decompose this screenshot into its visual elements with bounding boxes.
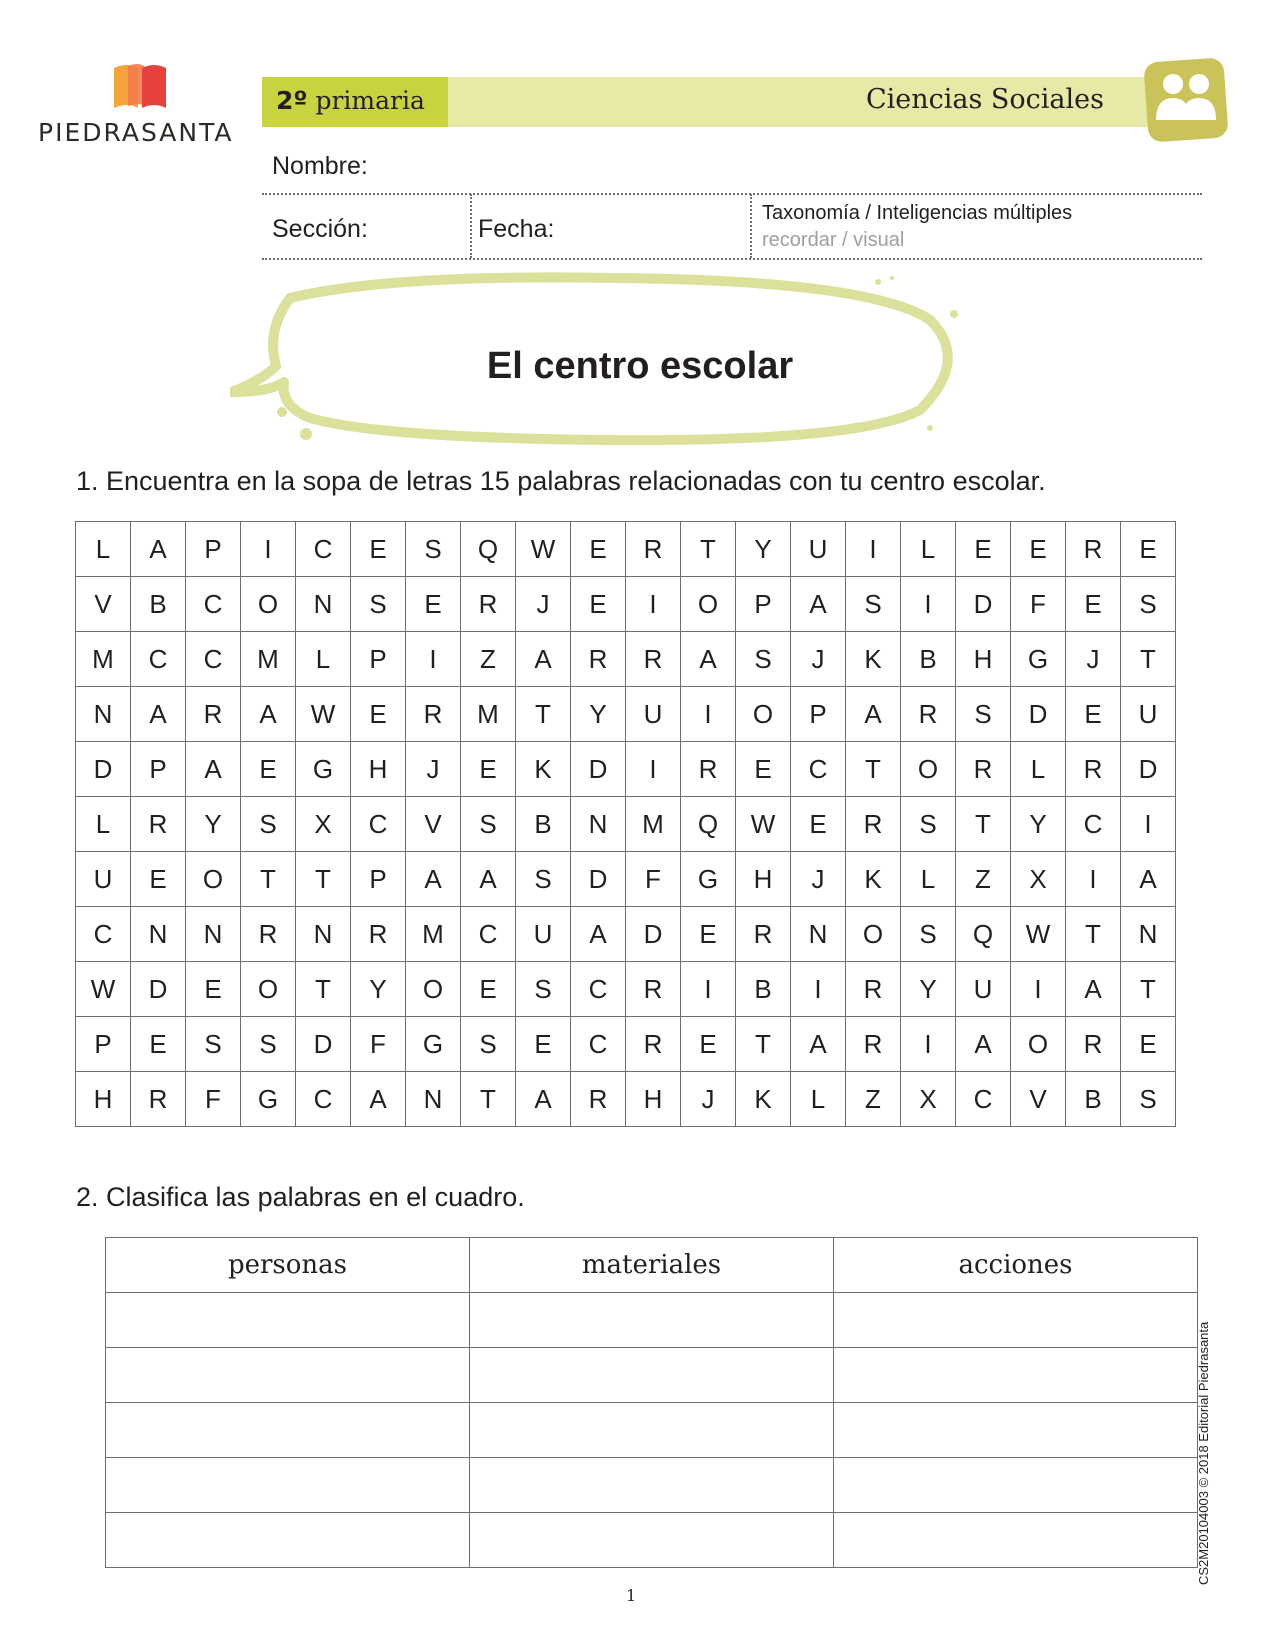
grid-row [76,577,1176,632]
grid-cell[interactable]: S [516,852,571,907]
grid-cell[interactable]: S [901,797,956,852]
grid-cell[interactable]: C [461,907,516,962]
grid-cell[interactable]: R [626,1017,681,1072]
grid-cell[interactable]: T [736,1017,791,1072]
grid-cell[interactable]: H [626,1072,681,1127]
grid-cell[interactable]: I [846,522,901,577]
grid-cell[interactable]: S [241,797,296,852]
answer-cell[interactable] [834,1458,1198,1513]
grid-cell[interactable]: D [1121,742,1176,797]
grid-cell[interactable]: S [516,962,571,1017]
grid-cell[interactable]: R [626,962,681,1017]
grid-cell[interactable]: R [736,907,791,962]
grid-cell[interactable]: S [351,577,406,632]
grid-cell[interactable]: Y [186,797,241,852]
grid-cell[interactable]: K [846,852,901,907]
grid-cell[interactable]: S [1121,1072,1176,1127]
taxonomy-label: Taxonomía / Inteligencias múltiples [762,202,1073,224]
grid-cell[interactable]: S [461,797,516,852]
grid-cell[interactable]: J [516,577,571,632]
grid-cell[interactable]: C [76,907,131,962]
instruction-1: 1. Encuentra en la sopa de letras 15 palabras relacionadas con tu centro escolar. [76,466,1046,496]
answer-cell[interactable] [834,1293,1198,1348]
grid-cell[interactable]: E [736,742,791,797]
grid-cell[interactable]: L [76,522,131,577]
grid-cell[interactable]: A [351,1072,406,1127]
table-row [106,1293,1198,1348]
grid-cell[interactable]: F [351,1017,406,1072]
grid-cell[interactable]: G [406,1017,461,1072]
grid-cell[interactable]: M [626,797,681,852]
grid-cell[interactable]: U [516,907,571,962]
grid-cell[interactable]: A [131,522,186,577]
answer-cell[interactable] [470,1293,834,1348]
grid-cell[interactable]: R [571,632,626,687]
grid-cell[interactable]: A [516,1072,571,1127]
grid-row [76,742,1176,797]
page-number: 1 [626,1586,637,1605]
grid-cell[interactable]: O [241,577,296,632]
grid-cell[interactable]: R [626,522,681,577]
grid-cell[interactable]: D [571,742,626,797]
grid-cell[interactable]: G [296,742,351,797]
table-row [106,1513,1198,1568]
grid-cell[interactable]: T [681,522,736,577]
grid-cell[interactable]: E [1121,1017,1176,1072]
grid-cell[interactable]: X [901,1072,956,1127]
grid-cell[interactable]: H [351,742,406,797]
grid-cell[interactable]: O [241,962,296,1017]
grid-cell[interactable]: R [131,1072,186,1127]
answer-cell[interactable] [106,1513,470,1568]
grid-cell[interactable]: A [406,852,461,907]
people-icon [1140,54,1232,146]
grid-cell[interactable]: T [296,852,351,907]
grid-cell[interactable]: N [296,577,351,632]
grid-cell[interactable]: R [956,742,1011,797]
grid-cell[interactable]: S [901,907,956,962]
grid-cell[interactable]: Z [956,852,1011,907]
grid-cell[interactable]: W [516,522,571,577]
grid-cell[interactable]: M [461,687,516,742]
grid-cell[interactable]: P [736,577,791,632]
answer-cell[interactable] [106,1293,470,1348]
grid-cell[interactable]: Y [901,962,956,1017]
grid-cell[interactable]: S [406,522,461,577]
grid-cell[interactable]: R [406,687,461,742]
grid-cell[interactable]: E [571,522,626,577]
answer-cell[interactable] [470,1458,834,1513]
column-header: materiales [470,1238,834,1293]
grid-cell[interactable]: A [461,852,516,907]
grid-cell[interactable]: L [76,797,131,852]
grid-cell[interactable]: A [571,907,626,962]
grid-cell[interactable]: H [956,632,1011,687]
grid-cell[interactable]: R [1066,1017,1121,1072]
grid-cell[interactable]: E [461,962,516,1017]
grid-cell[interactable]: T [516,687,571,742]
grid-row [76,632,1176,687]
grid-cell[interactable]: O [681,577,736,632]
grid-cell[interactable]: O [406,962,461,1017]
taxonomy-value: recordar / visual [762,229,905,251]
grid-cell[interactable]: L [1011,742,1066,797]
grid-cell[interactable]: X [1011,852,1066,907]
grid-cell[interactable]: E [1011,522,1066,577]
grid-cell[interactable]: E [681,907,736,962]
grid-cell[interactable]: R [901,687,956,742]
grid-cell[interactable]: Q [681,797,736,852]
grid-cell[interactable]: L [296,632,351,687]
grid-cell[interactable]: J [791,632,846,687]
grade-word: primaria [315,86,425,115]
table-row [106,1458,1198,1513]
grid-cell[interactable]: C [571,1017,626,1072]
grid-cell[interactable]: K [846,632,901,687]
grid-cell[interactable]: T [461,1072,516,1127]
section-field-label: Sección: [272,215,368,243]
worksheet-title: El centro escolar [486,345,794,387]
grid-cell[interactable]: C [351,797,406,852]
grid-cell[interactable]: N [186,907,241,962]
grid-cell[interactable]: S [186,1017,241,1072]
table-row [106,1348,1198,1403]
word-search-grid [75,521,1176,1127]
grid-cell[interactable]: O [901,742,956,797]
grid-cell[interactable]: R [846,962,901,1017]
grid-cell[interactable]: O [186,852,241,907]
grid-cell[interactable]: U [1121,687,1176,742]
grid-cell[interactable]: K [736,1072,791,1127]
grid-cell[interactable]: U [626,687,681,742]
column-header: acciones [834,1238,1198,1293]
grid-row [76,1072,1176,1127]
grid-cell[interactable]: W [1011,907,1066,962]
grid-cell[interactable]: R [1066,522,1121,577]
grid-cell[interactable]: V [406,797,461,852]
grid-cell[interactable]: U [76,852,131,907]
grid-cell[interactable]: D [956,577,1011,632]
grid-cell[interactable]: W [736,797,791,852]
grid-cell[interactable]: E [1066,687,1121,742]
grid-cell[interactable]: F [626,852,681,907]
grid-cell[interactable]: E [186,962,241,1017]
grid-cell[interactable]: T [1121,632,1176,687]
grid-cell[interactable]: R [626,632,681,687]
grid-cell[interactable]: S [241,1017,296,1072]
grid-cell[interactable]: R [186,687,241,742]
grid-cell[interactable]: A [791,577,846,632]
grid-cell[interactable]: Y [571,687,626,742]
grid-cell[interactable]: C [1066,797,1121,852]
grid-cell[interactable]: N [1121,907,1176,962]
divider [262,258,1202,260]
grid-cell[interactable]: I [406,632,461,687]
grid-cell[interactable]: N [791,907,846,962]
grid-cell[interactable]: E [241,742,296,797]
grid-cell[interactable]: B [736,962,791,1017]
grid-cell[interactable]: B [901,632,956,687]
grid-cell[interactable]: I [1066,852,1121,907]
grid-cell[interactable]: I [901,577,956,632]
grid-cell[interactable]: A [791,1017,846,1072]
grid-cell[interactable]: N [131,907,186,962]
grid-cell[interactable]: C [791,742,846,797]
grid-cell[interactable]: E [131,852,186,907]
grid-cell[interactable]: E [571,577,626,632]
grid-cell[interactable]: O [736,687,791,742]
grid-cell[interactable]: I [1011,962,1066,1017]
grid-cell[interactable]: Q [956,907,1011,962]
grid-cell[interactable]: E [406,577,461,632]
classification-table [105,1237,1198,1568]
answer-cell[interactable] [470,1348,834,1403]
grid-cell[interactable]: N [76,687,131,742]
grid-cell[interactable]: A [846,687,901,742]
grid-row [76,797,1176,852]
divider [262,193,1202,195]
grid-cell[interactable]: G [681,852,736,907]
grid-cell[interactable]: S [1121,577,1176,632]
grid-cell[interactable]: I [241,522,296,577]
grid-cell[interactable]: S [956,687,1011,742]
grid-cell[interactable]: W [296,687,351,742]
grid-cell[interactable]: I [681,687,736,742]
grid-row [76,852,1176,907]
grid-cell[interactable]: R [131,797,186,852]
grid-cell[interactable]: N [296,907,351,962]
grid-cell[interactable]: F [186,1072,241,1127]
grid-cell[interactable]: U [956,962,1011,1017]
grid-cell[interactable]: I [1121,797,1176,852]
grid-cell[interactable]: R [846,1017,901,1072]
grid-cell[interactable]: T [1121,962,1176,1017]
grid-cell[interactable]: R [1066,742,1121,797]
grid-cell[interactable]: M [241,632,296,687]
grid-cell[interactable]: E [351,687,406,742]
grid-cell[interactable]: G [241,1072,296,1127]
grid-cell[interactable]: C [296,522,351,577]
grid-cell[interactable]: I [681,962,736,1017]
grid-cell[interactable]: I [901,1017,956,1072]
grid-cell[interactable]: T [241,852,296,907]
answer-cell[interactable] [834,1348,1198,1403]
grid-cell[interactable]: K [516,742,571,797]
divider [470,194,472,258]
grid-cell[interactable]: N [571,797,626,852]
grid-cell[interactable]: W [76,962,131,1017]
grid-cell[interactable]: B [516,797,571,852]
piedrasanta-logo-icon [112,62,168,114]
grid-cell[interactable]: V [76,577,131,632]
grid-cell[interactable]: Y [351,962,406,1017]
grid-cell[interactable]: C [571,962,626,1017]
copyright-note: CS2M20104003 © 2018 Editorial Piedrasanta [1196,1321,1211,1585]
grid-row [76,907,1176,962]
grid-cell[interactable]: D [131,962,186,1017]
grid-cell[interactable]: A [131,687,186,742]
grid-cell[interactable]: O [846,907,901,962]
grade-number: 2º [276,86,308,115]
grid-cell[interactable]: D [296,1017,351,1072]
subject-title: Ciencias Sociales [865,84,1104,115]
grid-cell[interactable]: A [516,632,571,687]
answer-cell[interactable] [106,1348,470,1403]
grid-cell[interactable]: L [901,852,956,907]
grid-cell[interactable]: Y [736,522,791,577]
instruction-2: 2. Clasifica las palabras en el cuadro. [76,1182,525,1212]
grid-cell[interactable]: A [681,632,736,687]
grid-cell[interactable]: M [76,632,131,687]
answer-cell[interactable] [106,1403,470,1458]
grid-cell[interactable]: I [791,962,846,1017]
grid-cell[interactable]: R [241,907,296,962]
grid-cell[interactable]: R [681,742,736,797]
grid-cell[interactable]: B [1066,1072,1121,1127]
grid-cell[interactable]: Z [846,1072,901,1127]
publisher-logo-text: PIEDRASANTA [38,118,234,147]
grid-cell[interactable]: L [791,1072,846,1127]
answer-cell[interactable] [834,1513,1198,1568]
grid-cell[interactable]: M [406,907,461,962]
grid-cell[interactable]: A [1121,852,1176,907]
answer-cell[interactable] [834,1403,1198,1458]
grid-cell[interactable]: J [681,1072,736,1127]
grid-cell[interactable]: F [1011,577,1066,632]
grid-cell[interactable]: H [736,852,791,907]
grid-cell[interactable]: E [956,522,1011,577]
grid-row [76,962,1176,1017]
grid-cell[interactable]: C [186,577,241,632]
name-field-label: Nombre: [272,152,368,180]
grid-cell[interactable]: A [1066,962,1121,1017]
grid-cell[interactable]: C [186,632,241,687]
grid-cell[interactable]: B [131,577,186,632]
grid-cell[interactable]: A [241,687,296,742]
grid-cell[interactable]: P [351,632,406,687]
grid-cell[interactable]: J [791,852,846,907]
grid-cell[interactable]: D [76,742,131,797]
grid-cell[interactable]: E [791,797,846,852]
grid-cell[interactable]: J [406,742,461,797]
grid-cell[interactable]: S [846,577,901,632]
grid-cell[interactable]: E [516,1017,571,1072]
grid-row [76,687,1176,742]
grid-cell[interactable]: Y [1011,797,1066,852]
grid-cell[interactable]: R [571,1072,626,1127]
grid-cell[interactable]: I [626,742,681,797]
grid-cell[interactable]: O [1011,1017,1066,1072]
grid-cell[interactable]: D [1011,687,1066,742]
grid-cell[interactable]: X [296,797,351,852]
grid-cell[interactable]: C [131,632,186,687]
grid-cell[interactable]: H [76,1072,131,1127]
grid-cell[interactable]: Q [461,522,516,577]
grid-cell[interactable]: C [956,1072,1011,1127]
grid-cell[interactable]: R [461,577,516,632]
grid-cell[interactable]: T [296,962,351,1017]
grid-cell[interactable]: E [681,1017,736,1072]
grid-cell[interactable]: P [76,1017,131,1072]
grid-cell[interactable]: E [1121,522,1176,577]
column-header: personas [106,1238,470,1293]
grid-cell[interactable]: G [1011,632,1066,687]
date-field-label: Fecha: [478,215,555,243]
grid-cell[interactable]: P [131,742,186,797]
grid-cell[interactable]: Z [461,632,516,687]
grid-row [76,1017,1176,1072]
grid-cell[interactable]: L [901,522,956,577]
grid-cell[interactable]: D [626,907,681,962]
grid-cell[interactable]: E [131,1017,186,1072]
grid-cell[interactable]: R [351,907,406,962]
grid-cell[interactable]: N [406,1072,461,1127]
table-row [106,1403,1198,1458]
grid-cell[interactable]: S [461,1017,516,1072]
answer-cell[interactable] [106,1458,470,1513]
divider [750,194,752,258]
grade-label [276,86,425,115]
grid-cell[interactable]: V [1011,1072,1066,1127]
grid-cell[interactable]: A [186,742,241,797]
grid-cell[interactable]: T [846,742,901,797]
grid-cell[interactable]: T [1066,907,1121,962]
grid-cell[interactable]: D [571,852,626,907]
grid-cell[interactable]: U [791,522,846,577]
grid-cell[interactable]: J [1066,632,1121,687]
grid-cell[interactable]: R [846,797,901,852]
grid-cell[interactable]: A [956,1017,1011,1072]
table-header-row [106,1238,1198,1293]
grid-row [76,522,1176,577]
grid-cell[interactable]: T [956,797,1011,852]
grid-cell[interactable]: E [351,522,406,577]
grid-cell[interactable]: P [186,522,241,577]
grid-cell[interactable]: P [351,852,406,907]
answer-cell[interactable] [470,1513,834,1568]
grid-cell[interactable]: E [1066,577,1121,632]
answer-cell[interactable] [470,1403,834,1458]
grid-cell[interactable]: P [791,687,846,742]
grid-cell[interactable]: I [626,577,681,632]
grid-cell[interactable]: C [296,1072,351,1127]
grid-cell[interactable]: S [736,632,791,687]
grid-cell[interactable]: E [461,742,516,797]
